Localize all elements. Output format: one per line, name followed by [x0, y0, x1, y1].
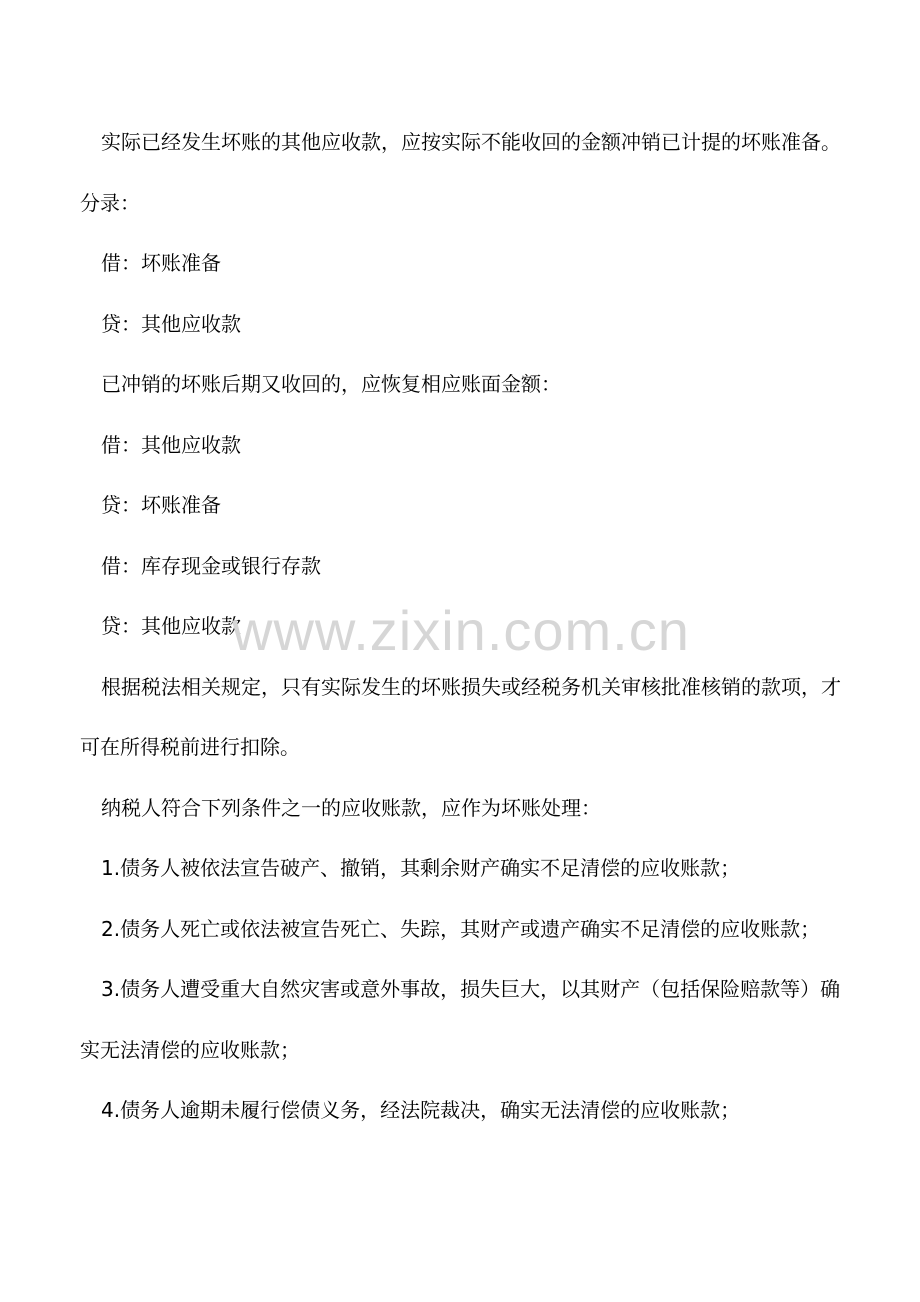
entry-debit-bad-debt-reserve: 借：坏账准备	[101, 251, 221, 275]
entry-credit-other-receivables-2: 贷：其他应收款	[101, 614, 241, 638]
entry-credit-other-receivables: 贷：其他应收款	[101, 311, 241, 336]
paragraph-conditions-intro: 纳税人符合下列条件之一的应收账款，应作为坏账处理：	[101, 795, 601, 820]
entry-credit-bad-debt-reserve: 贷：坏账准备	[101, 493, 221, 517]
entry-debit-other-receivables: 借：其他应收款	[101, 432, 241, 457]
condition-item-2: 2.债务人死亡或依法被宣告死亡、失踪，其财产或遗产确实不足清偿的应收账款；	[101, 916, 821, 941]
paragraph-bad-debt-writeoff: 实际已经发生坏账的其他应收款，应按实际不能收回的金额冲销已计提的坏账准备。分录：	[80, 130, 841, 215]
condition-item-3: 3.债务人遭受重大自然灾害或意外事故，损失巨大，以其财产（包括保险赔款等）确实无法清偿的应收账款；	[80, 977, 841, 1062]
condition-item-1: 1.债务人被依法宣告破产、撤销，其剩余财产确实不足清偿的应收账款；	[101, 856, 741, 880]
entry-debit-cash-or-bank: 借：库存现金或银行存款	[101, 553, 321, 578]
document-body	[80, 112, 845, 1141]
watermark-text: www.zixin.com.cn	[232, 599, 690, 662]
condition-item-4: 4.债务人逾期未履行偿债义务，经法院裁决，确实无法清偿的应收账款；	[101, 1098, 741, 1122]
paragraph-tax-rule: 根据税法相关规定，只有实际发生的坏账损失或经税务机关审核批准核销的款项，才可在所得税前进行扣除。	[80, 674, 841, 759]
paragraph-recovered-bad-debt: 已冲销的坏账后期又收回的，应恢复相应账面金额：	[101, 372, 561, 396]
